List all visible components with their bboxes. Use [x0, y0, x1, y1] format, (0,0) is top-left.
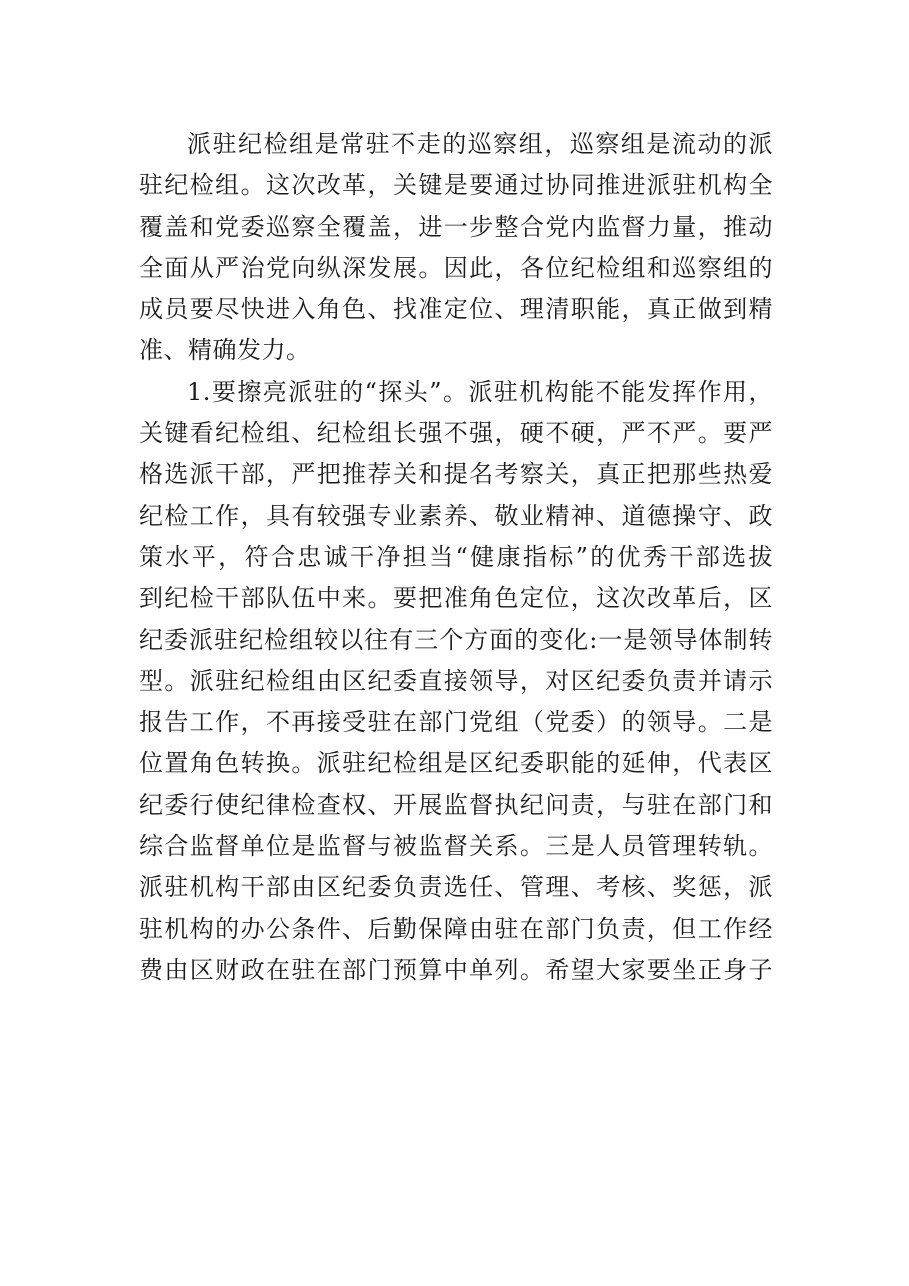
text-line: 派驻机构干部由区纪委负责选任、管理、考核、奖惩，派 — [139, 873, 773, 902]
text-line: 驻机构的办公条件、后勤保障由驻在部门负责，但工作经 — [139, 914, 773, 943]
text-line: 格选派干部，严把推荐关和提名考察关，真正把那些热爱 — [139, 460, 773, 489]
text-line: 全面从严治党向纵深发展。因此，各位纪检组和巡察组的 — [139, 253, 773, 282]
document-body — [139, 124, 773, 991]
text-line: 纪委行使纪律检查权、开展监督执纪问责，与驻在部门和 — [139, 790, 773, 819]
text-line: 纪委派驻纪检组较以往有三个方面的变化:一是领导体制转 — [139, 625, 773, 654]
text-line: 准、精确发力。 — [139, 336, 311, 365]
paragraph-intro — [139, 124, 773, 372]
text-line: 成员要尽快进入角色、找准定位、理清职能，真正做到精 — [139, 295, 773, 324]
text-line: 到纪检干部队伍中来。要把准角色定位，这次改革后，区 — [139, 584, 773, 613]
text-line: 覆盖和党委巡察全覆盖，进一步整合党内监督力量，推动 — [139, 212, 773, 241]
text-line: 位置角色转换。派驻纪检组是区纪委职能的延伸，代表区 — [139, 749, 773, 778]
text-line: 费由区财政在驻在部门预算中单列。希望大家要坐正身子 — [139, 955, 773, 984]
text-line: 纪检工作，具有较强专业素养、敬业精神、道德操守、政 — [139, 501, 773, 530]
paragraph-point-1 — [139, 372, 773, 991]
text-line: 报告工作，不再接受驻在部门党组（党委）的领导。二是 — [139, 708, 773, 737]
text-line: 关键看纪检组、纪检组长强不强，硬不硬，严不严。要严 — [139, 419, 773, 448]
text-line: 派驻纪检组是常驻不走的巡察组，巡察组是流动的派 — [187, 130, 773, 158]
text-line: 策水平，符合忠诚干净担当“健康指标”的优秀干部选拔 — [139, 542, 773, 571]
text-line: 1.要擦亮派驻的“探头”。派驻机构能不能发挥作用， — [187, 377, 773, 406]
text-line: 型。派驻纪检组由区纪委直接领导，对区纪委负责并请示 — [139, 666, 773, 695]
text-line: 综合监督单位是监督与被监督关系。三是人员管理转轨。 — [139, 832, 773, 861]
text-line: 驻纪检组。这次改革，关键是要通过协同推进派驻机构全 — [139, 171, 773, 200]
